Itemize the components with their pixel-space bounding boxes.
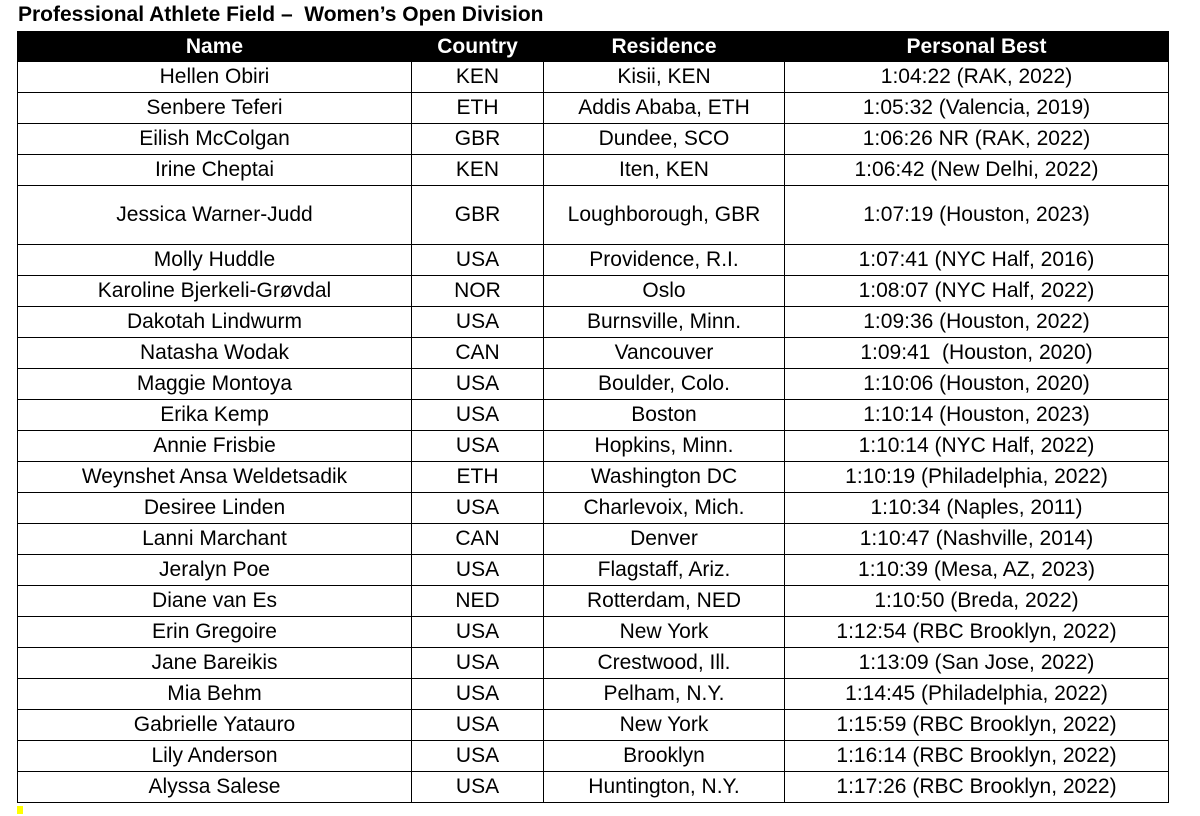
residence-cell: Providence, R.I. [544,245,785,276]
name-cell: Eilish McColgan [18,124,412,155]
table-header-row [18,32,1169,62]
table-row [18,524,1169,555]
personal-best-cell: 1:10:19 (Philadelphia, 2022) [785,462,1169,493]
country-cell: CAN [412,524,544,555]
name-cell: Karoline Bjerkeli-Grøvdal [18,276,412,307]
name-cell: Senbere Teferi [18,93,412,124]
residence-cell: Denver [544,524,785,555]
name-cell: Lily Anderson [18,741,412,772]
residence-cell: Loughborough, GBR [544,186,785,245]
country-cell: USA [412,772,544,803]
personal-best-cell: 1:05:32 (Valencia, 2019) [785,93,1169,124]
name-cell: Gabrielle Yatauro [18,710,412,741]
table-row [18,93,1169,124]
table-row [18,679,1169,710]
name-cell: Hellen Obiri [18,62,412,93]
residence-cell: Boston [544,400,785,431]
personal-best-cell: 1:07:41 (NYC Half, 2016) [785,245,1169,276]
name-cell: Annie Frisbie [18,431,412,462]
personal-best-cell: 1:14:45 (Philadelphia, 2022) [785,679,1169,710]
residence-cell: Addis Ababa, ETH [544,93,785,124]
personal-best-cell: 1:10:14 (Houston, 2023) [785,400,1169,431]
table-row [18,369,1169,400]
residence-cell: Dundee, SCO [544,124,785,155]
table-row [18,245,1169,276]
residence-cell: New York [544,617,785,648]
country-cell: USA [412,307,544,338]
country-cell: USA [412,493,544,524]
personal-best-cell: 1:13:09 (San Jose, 2022) [785,648,1169,679]
country-cell: USA [412,431,544,462]
personal-best-cell: 1:10:39 (Mesa, AZ, 2023) [785,555,1169,586]
name-cell: Erika Kemp [18,400,412,431]
residence-cell: Brooklyn [544,741,785,772]
name-cell: Desiree Linden [18,493,412,524]
personal-best-cell: 1:07:19 (Houston, 2023) [785,186,1169,245]
personal-best-cell: 1:10:47 (Nashville, 2014) [785,524,1169,555]
country-cell: GBR [412,124,544,155]
country-cell: USA [412,555,544,586]
column-header-residence: Residence [544,32,785,62]
table-row [18,186,1169,245]
country-cell: USA [412,741,544,772]
table-row [18,431,1169,462]
table-row [18,772,1169,803]
athlete-table [17,31,1169,803]
residence-cell: Flagstaff, Ariz. [544,555,785,586]
name-cell: Jessica Warner-Judd [18,186,412,245]
country-cell: NED [412,586,544,617]
personal-best-cell: 1:06:26 NR (RAK, 2022) [785,124,1169,155]
residence-cell: Oslo [544,276,785,307]
country-cell: CAN [412,338,544,369]
column-header-name: Name [18,32,412,62]
country-cell: KEN [412,62,544,93]
residence-cell: Burnsville, Minn. [544,307,785,338]
table-row [18,62,1169,93]
table-row [18,124,1169,155]
personal-best-cell: 1:08:07 (NYC Half, 2022) [785,276,1169,307]
residence-cell: Pelham, N.Y. [544,679,785,710]
residence-cell: Crestwood, Ill. [544,648,785,679]
column-header-country: Country [412,32,544,62]
personal-best-cell: 1:10:34 (Naples, 2011) [785,493,1169,524]
name-cell: Molly Huddle [18,245,412,276]
country-cell: ETH [412,462,544,493]
personal-best-cell: 1:10:06 (Houston, 2020) [785,369,1169,400]
name-cell: Jeralyn Poe [18,555,412,586]
country-cell: ETH [412,93,544,124]
table-row [18,493,1169,524]
personal-best-cell: 1:15:59 (RBC Brooklyn, 2022) [785,710,1169,741]
residence-cell: Kisii, KEN [544,62,785,93]
personal-best-cell: 1:09:36 (Houston, 2022) [785,307,1169,338]
table-row [18,276,1169,307]
table-row [18,338,1169,369]
residence-cell: Iten, KEN [544,155,785,186]
name-cell: Natasha Wodak [18,338,412,369]
yellow-marker [17,806,23,814]
country-cell: USA [412,648,544,679]
name-cell: Mia Behm [18,679,412,710]
table-row [18,400,1169,431]
country-cell: USA [412,400,544,431]
country-cell: KEN [412,155,544,186]
table-row [18,617,1169,648]
residence-cell: Washington DC [544,462,785,493]
residence-cell: Rotterdam, NED [544,586,785,617]
country-cell: USA [412,710,544,741]
name-cell: Irine Cheptai [18,155,412,186]
personal-best-cell: 1:12:54 (RBC Brooklyn, 2022) [785,617,1169,648]
table-row [18,307,1169,338]
table-row [18,155,1169,186]
name-cell: Lanni Marchant [18,524,412,555]
personal-best-cell: 1:09:41 (Houston, 2020) [785,338,1169,369]
personal-best-cell: 1:06:42 (New Delhi, 2022) [785,155,1169,186]
country-cell: USA [412,245,544,276]
table-body [18,62,1169,803]
table-row [18,648,1169,679]
country-cell: USA [412,679,544,710]
table-row [18,710,1169,741]
residence-cell: Charlevoix, Mich. [544,493,785,524]
name-cell: Alyssa Salese [18,772,412,803]
table-row [18,586,1169,617]
personal-best-cell: 1:17:26 (RBC Brooklyn, 2022) [785,772,1169,803]
table-row [18,462,1169,493]
country-cell: GBR [412,186,544,245]
residence-cell: Vancouver [544,338,785,369]
residence-cell: Boulder, Colo. [544,369,785,400]
name-cell: Weynshet Ansa Weldetsadik [18,462,412,493]
name-cell: Jane Bareikis [18,648,412,679]
name-cell: Dakotah Lindwurm [18,307,412,338]
personal-best-cell: 1:10:14 (NYC Half, 2022) [785,431,1169,462]
residence-cell: New York [544,710,785,741]
personal-best-cell: 1:10:50 (Breda, 2022) [785,586,1169,617]
name-cell: Diane van Es [18,586,412,617]
page-title: Professional Athlete Field – Women’s Open Division [18,3,544,26]
residence-cell: Huntington, N.Y. [544,772,785,803]
country-cell: NOR [412,276,544,307]
residence-cell: Hopkins, Minn. [544,431,785,462]
personal-best-cell: 1:04:22 (RAK, 2022) [785,62,1169,93]
column-header-personal-best: Personal Best [785,32,1169,62]
country-cell: USA [412,369,544,400]
table-row [18,555,1169,586]
table-row [18,741,1169,772]
name-cell: Maggie Montoya [18,369,412,400]
personal-best-cell: 1:16:14 (RBC Brooklyn, 2022) [785,741,1169,772]
name-cell: Erin Gregoire [18,617,412,648]
country-cell: USA [412,617,544,648]
